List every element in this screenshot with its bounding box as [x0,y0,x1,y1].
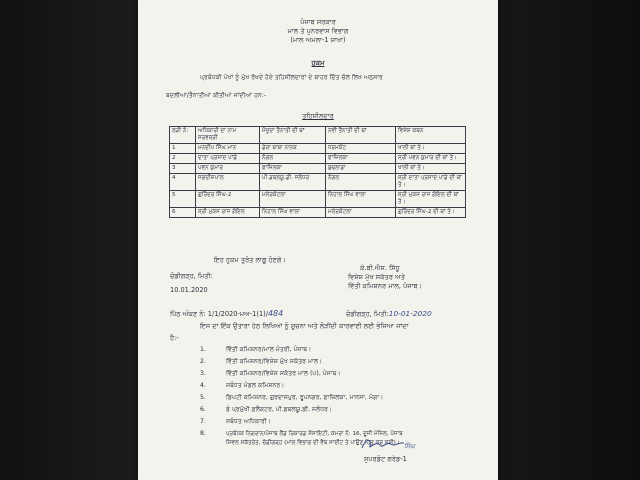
endorsement-number [170,310,283,318]
table-row [170,191,466,208]
endorsement-place: ਚੰਡੀਗੜ੍ਹ, ਮਿਤੀ: [346,310,389,318]
handwritten-signature-text: ਸਿੰਘ [404,443,415,450]
header-government: ਪੰਜਾਬ ਸਰਕਾਰ [300,18,336,26]
column-header: ਨਵੀਂ ਤੈਨਾਤੀ ਦੀ ਥਾਂ [326,127,396,144]
table-cell: ਨੰਗਲ [260,154,326,164]
table-cell: ਪਵਨ ਕੁਮਾਰ [196,164,260,174]
recipient-number: 2. [200,358,206,365]
table-cell: 3 [170,164,196,174]
table-cell: ਮਨਦੀਪ ਸਿੰਘ ਮਾਨ [196,144,260,154]
header-branch: (ਮਾਲ ਅਮਲਾ-1 ਸ਼ਾਖਾ) [290,36,346,44]
endorsement-number-printed: ਪਿੱਠ ਅੰਕਣ ਨੰ: 1/1/2020-ਮਅ-1(1)/ [170,310,268,318]
table-cell: ਜਗਦੀਸ਼ਪਾਲ [196,174,260,191]
table-cell: 6 [170,208,196,218]
table-cell: ਫਾਜ਼ਿਲਕਾ [326,154,396,164]
recipient-item: ਵਿੱਤੀ ਕਮਿਸ਼ਨਰ/ਵਿਸ਼ੇਸ਼ ਸਕੱਤਰ ਮਾਲ (ਪ), ਪੰਜਾਬ। [226,370,341,377]
header-department: ਮਾਲ ਤੇ ਪੁਨਰਵਾਸ ਵਿਭਾਗ [287,27,349,35]
table-cell: ਮਲੇਰਕੋਟਲਾ [326,208,396,218]
recipient-item: ਵਿੱਤੀ ਕਮਿਸ਼ਨਰ/ਮਾਲ ਮੰਤਰੀ, ਪੰਜਾਬ। [226,346,312,353]
recipient-item: ਡਿਪਟੀ ਕਮਿਸ਼ਨਰ, ਗੁਰਦਾਸਪੁਰ, ਰੂਪਨਗਰ, ਫਾਜ਼ਿਲਕਾ, ਮਾਨਸਾ, ਮੋਗਾ। [226,394,384,401]
signature-title: ਸੁਪਰਡੰਟ ਗਰੇਡ-1 [364,455,407,463]
recipient-number: 8. [200,430,206,437]
table-cell: ਸ੍ਰੀ ਮੁਕਸ ਰਾਜ ਗੋਇਲ ਦੀ ਥਾਂ ਤੇ। [396,191,466,208]
column-header: ਵਿਸ਼ੇਸ਼ ਕਥਨ [396,127,466,144]
recipient-number: 1. [200,346,206,353]
table-cell: ਧਰਮਕੋਟ [326,144,396,154]
table-cell: ਮਲੇਰਕੋਟਲਾ [260,191,326,208]
table-cell: ਫਾਜ਼ਿਲਕਾ [260,164,326,174]
table-row [170,208,466,218]
recipient-item: ਡੇ ਪ੍ਰਮੁੱਖੀ ਫ਼ਲੈਕਟਰ, ਪੀ.ਡਬਲਯੂ.ਡੀ. ਜਲੰਧਰ। [226,406,333,413]
signatory-designation-1: ਵਿਸ਼ੇਸ਼ ਮੁੱਖ ਸਕੱਤਰ ਅਤੇ [348,273,405,281]
column-header: ਮੌਜੂਦਾ ਤੈਨਾਤੀ ਦੀ ਥਾਂ [260,127,326,144]
order-title: ਹੁਕਮ [311,59,325,67]
table-cell: ਸ੍ਰੀ ਪਵਨ ਕੁਮਾਰ ਦੀ ਥਾਂ ਤੇ। [396,154,466,164]
table-cell: 2 [170,154,196,164]
recipient-number: 5. [200,394,206,401]
table-header-row [170,127,466,144]
document-page [138,0,498,480]
table-row [170,154,466,164]
table-row [170,164,466,174]
recipient-number: 3. [200,370,206,377]
table-row [170,174,466,191]
signatory-name: ਕੇ.ਬੀ.ਐਸ. ਸਿੱਧੂ [360,264,400,272]
table-cell: 5 [170,191,196,208]
order-intro-line-2: ਬਦਲੀਆਂ/ਤੈਨਾਤੀਆਂ ਕੀਤੀਆਂ ਜਾਂਦੀਆਂ ਹਨ:- [166,92,267,99]
table-cell: ਗੁਰਿੰਦਰ ਸਿੰਘ-2 [196,191,260,208]
recipient-item: ਸਬੰਧਤ ਮੰਡਲ ਕਮਿਸ਼ਨਰ। [226,382,285,389]
order-effect-line: ਇਹ ਹੁਕਮ ਤੁਰੰਤ ਲਾਗੂ ਹੋਣਗੇ। [214,256,286,264]
endorsement-text-1: ਇਸ ਦਾ ਇੱਕ ਉਤਾਰਾ ਹੇਠ ਲਿਖਿਆਂ ਨੂੰ ਸੂਚਨਾ ਅਤੇ ਲੋੜੀਂਦੀ ਕਾਰਵਾਈ ਲਈ ਭੇਜਿਆ ਜਾਂਦਾ [200,322,409,330]
signature-date: 10.01.2020 [170,286,208,294]
table-cell: ਦਾਤਾ ਪ੍ਰਸਾਦ ਪਾਂਡੇ [196,154,260,164]
table-cell: ਬੁਢਲਾਡਾ [326,164,396,174]
table-cell: ਨਿਹਾਲ ਸਿੰਘ ਵਾਲਾ [260,208,326,218]
endorsement-date [346,310,432,318]
recipient-item: ਸਬੰਧਤ ਅਧਿਕਾਰੀ। [226,418,271,425]
table-cell: ਨਿਹਾਲ ਸਿੰਘ ਵਾਲਾ [326,191,396,208]
table-row [170,144,466,154]
table-cell: ਸ੍ਰੀ ਮੁਕਸ ਰਾਜ ਗੋਇਲ [196,208,260,218]
column-header: ਲੜੀ ਨੰ: [170,127,196,144]
table-cell: ਸ੍ਰੀ ਦਾਤਾ ਪ੍ਰਸਾਦ ਪਾਂਡੇ ਦੀ ਥਾਂ ਤੇ। [396,174,466,191]
table-cell: ਗੁਰਿੰਦਰ ਸਿੰਘ-2 ਦੀ ਥਾਂ ਤੇ। [396,208,466,218]
recipient-number: 4. [200,382,206,389]
endorsement-text-2: ਹੈ:- [170,334,179,342]
table-cell: ਖਾਲੀ ਥਾਂ ਤੇ। [396,164,466,174]
signature-place: ਚੰਡੀਗੜ੍ਹ, ਮਿਤੀ: [170,272,213,280]
recipient-number: 7. [200,418,206,425]
transfer-table [169,126,466,218]
recipient-number: 6. [200,406,206,413]
table-cell: 4 [170,174,196,191]
order-intro-line-1: ਪ੍ਰਬੰਧਕੀ ਪੱਖਾਂ ਨੂੰ ਮੁੱਖ ਰੱਖਦੇ ਹੋਏ ਤਹਿਸੀਲਦਾਰਾਂ ਦੇ ਬਾਹਰ ਦਿੱਤ ਚੱਲ ਲਿਖ ਅਨੁਸਾਰ [200,74,383,81]
signatory-designation-2: ਵਿੱਤੀ ਕਮਿਸ਼ਨਰ ਮਾਲ, ਪੰਜਾਬ। [348,282,423,290]
table-cell: 1 [170,144,196,154]
table-heading: ਤਹਿਸੀਲਦਾਰ [302,112,334,120]
table-cell: ਪੀ.ਡਬਲਯੂ.ਡੀ. ਜਲੰਧਰ [260,174,326,191]
recipient-item: ਪ੍ਰਬੰਧਕ ਨਿਗਰਾਨ/ਪੰਜਾਬ ਲੈਂਡ ਰਿਕਾਰਡ ਸੋਸਾਇਟੀ, ਕਮਰਾ ਨੰ: 16, ਦੂਜੀ ਮੰਜ਼ਿਲ, ਪੰਜਾਬ [226,431,403,437]
table-cell: ਡੇਰਾ ਬਾਬਾ ਨਾਨਕ [260,144,326,154]
endorsement-number-handwritten: 484 [267,309,284,318]
endorsement-date-handwritten: 10-01-2020 [388,309,432,318]
recipient-item: ਵਿੱਤੀ ਕਮਿਸ਼ਨਰ/ਵਿਸ਼ੇਸ਼ ਮੁੱਖ ਸਕੱਤਰ ਮਾਲ। [226,358,323,365]
column-header: ਅਧਿਕਾਰੀ ਦਾ ਨਾਮ ਸਰਵਸ਼੍ਰੀ [196,127,260,144]
table-cell: ਨੰਗਲ [326,174,396,191]
table-cell: ਖਾਲੀ ਥਾਂ ਤੇ। [396,144,466,154]
recipient-item: ਸਿਵਲ ਸਕੱਤਰੇਤ, ਚੰਡੀਗੜ੍ਹ (ਮਾਲ ਵਿਭਾਗ ਦੀ ਵੈਬ ਸਾਈਟ ਤੇ ਪਾਉਣ ਹਿਤ ਕਰ ਲਈ)। [226,440,400,446]
